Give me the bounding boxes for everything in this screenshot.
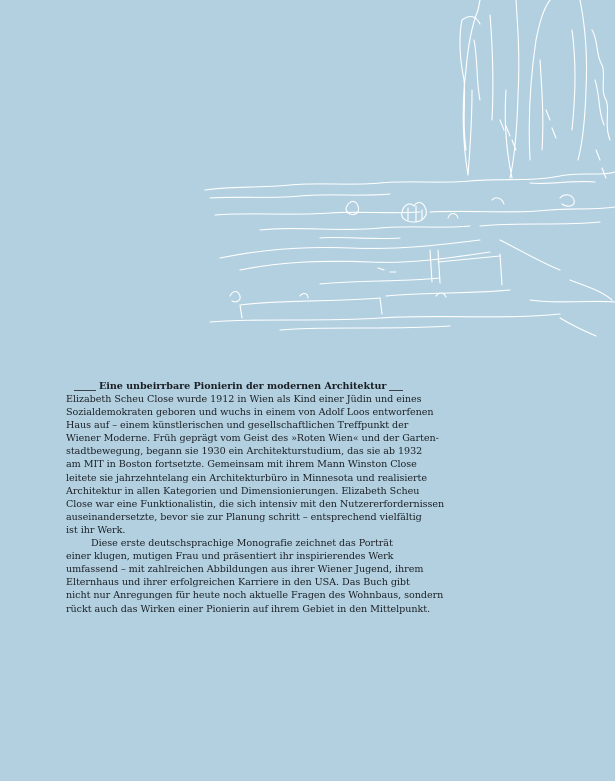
text-line: rückt auch das Wirken einer Pionierin auf ihrem Gebiet in den Mittelpunkt.	[66, 603, 431, 615]
text-line: auseinandersetzte, bevor sie zur Planung schritt – entsprechend vielfältig	[66, 511, 422, 523]
description-text	[66, 380, 445, 616]
text-line: Wiener Moderne. Früh geprägt vom Geist des »Roten Wien« und der Garten-	[66, 433, 439, 445]
heading-rule-left	[74, 382, 96, 391]
heading-row	[66, 380, 436, 393]
text-line: umfassend – mit zahlreichen Abbildungen aus ihrer Wiener Jugend, ihrem	[66, 564, 424, 576]
text-line: einer klugen, mutigen Frau und präsentiert ihr inspirierendes Werk	[66, 551, 394, 563]
paragraph-1	[66, 393, 445, 537]
text-line: ist ihr Werk.	[66, 524, 126, 536]
text-line: stadtbewegung, begann sie 1930 ein Architekturstudium, das sie ab 1932	[66, 446, 423, 458]
paragraph-2	[66, 537, 444, 616]
text-line: Diese erste deutschsprachige Monografie zeichnet das Porträt	[91, 538, 393, 550]
landscape-sketch-illustration	[200, 0, 615, 345]
text-line: Sozialdemokraten geboren und wuchs in einem von Adolf Loos entworfenen	[66, 407, 434, 419]
text-line: am MIT in Boston fortsetzte. Gemeinsam mit ihrem Mann Winston Close	[66, 459, 417, 471]
text-line: nicht nur Anregungen für heute noch aktuelle Fragen des Wohnbaus, sondern	[66, 590, 444, 602]
text-line: Elternhaus und ihrer erfolgreichen Karriere in den USA. Das Buch gibt	[66, 577, 410, 589]
text-line: Architektur in allen Kategorien und Dimensionierungen. Elizabeth Scheu	[66, 485, 420, 497]
section-heading: Eine unbeirrbare Pionierin der modernen Architektur	[99, 380, 387, 392]
text-line: leitete sie jahrzehntelang ein Architekturbüro in Minnesota und realisierte	[66, 472, 427, 484]
text-line: Close war eine Funktionalistin, die sich intensiv mit den Nutzererfordernissen	[66, 498, 445, 510]
text-line: Haus auf – einem künstlerischen und gesellschaftlichen Treffpunkt der	[66, 420, 409, 432]
text-line: Elizabeth Scheu Close wurde 1912 in Wien als Kind einer Jüdin und eines	[66, 394, 422, 405]
heading-rule-right	[389, 382, 403, 391]
